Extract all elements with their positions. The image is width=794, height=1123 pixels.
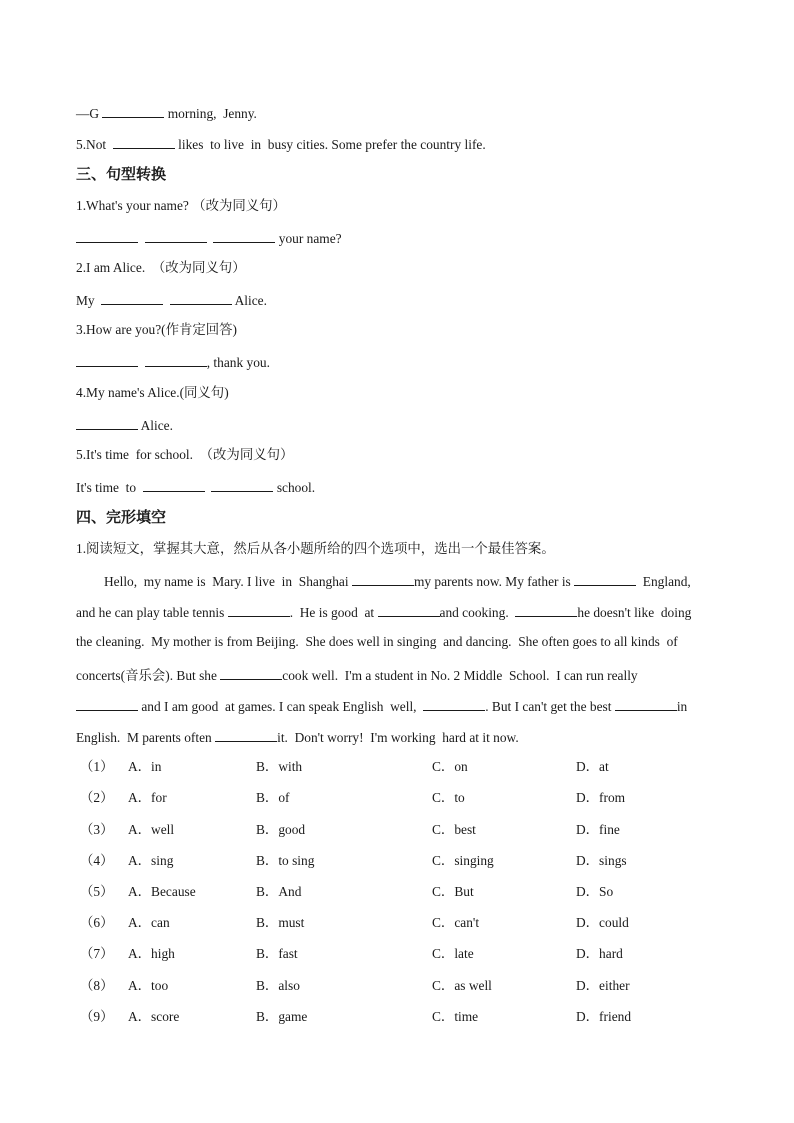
option-a[interactable]: A．high — [128, 946, 175, 961]
option-a[interactable]: A．too — [128, 978, 169, 993]
option-row-4: （4） A．sing B．to sing C．singing D．sings — [80, 853, 627, 868]
passage-line-2: and he can play table tennis . He is good at and cooking. he doesn't like doing — [76, 602, 691, 622]
option-b[interactable]: B．with — [256, 759, 303, 774]
blank[interactable] — [145, 228, 207, 243]
option-c[interactable]: C．time — [432, 1009, 479, 1024]
option-row-1: （1） A．in B．with C．on D．at — [80, 759, 609, 774]
s4-instruction: 1.阅读短文，掌握其大意，然后从各小题所给的四个选项中，选出一个最佳答案。 — [76, 541, 555, 556]
option-d[interactable]: D．could — [576, 915, 629, 930]
option-row-7: （7） A．high B．fast C．late D．hard — [80, 946, 623, 961]
section3-heading: 三、句型转换 — [76, 165, 167, 183]
option-row-5: （5） A．Because B．And C．But D．So — [80, 884, 614, 899]
option-b[interactable]: B．And — [256, 884, 302, 899]
option-a[interactable]: A．score — [128, 1009, 180, 1024]
option-b[interactable]: B．also — [256, 978, 300, 993]
option-b[interactable]: B．game — [256, 1009, 308, 1024]
s3-a1: your name? — [76, 228, 342, 248]
option-b[interactable]: B．to sing — [256, 853, 315, 868]
option-row-3: （3） A．well B．good C．best D．fine — [80, 822, 620, 837]
blank[interactable] — [76, 415, 138, 430]
s3-q4: 4.My name's Alice.(同义句) — [76, 385, 229, 400]
blank[interactable] — [170, 290, 232, 305]
blank-2[interactable] — [574, 571, 636, 586]
option-row-9: （9） A．score B．game C．time D．friend — [80, 1009, 632, 1024]
option-a[interactable]: A．well — [128, 822, 175, 837]
option-d[interactable]: D．hard — [576, 946, 623, 961]
option-b[interactable]: B．fast — [256, 946, 298, 961]
option-a[interactable]: A．can — [128, 915, 170, 930]
option-d[interactable]: D．fine — [576, 822, 620, 837]
option-d[interactable]: D．from — [576, 790, 626, 805]
blank-9[interactable] — [615, 696, 677, 711]
option-b[interactable]: B．good — [256, 822, 306, 837]
option-c[interactable]: C．on — [432, 759, 468, 774]
option-a[interactable]: A．in — [128, 759, 162, 774]
passage-line-3: the cleaning. My mother is from Beijing. She does well in singing and dancing. She often goes to all kinds of — [76, 634, 678, 649]
blank[interactable] — [143, 477, 205, 492]
blank[interactable] — [213, 228, 275, 243]
q5-line: 5.Not likes to live in busy cities. Some prefer the country life. — [76, 134, 486, 154]
option-d[interactable]: D．friend — [576, 1009, 632, 1024]
blank-4[interactable] — [378, 602, 440, 617]
option-d[interactable]: D．So — [576, 884, 614, 899]
blank[interactable] — [101, 290, 163, 305]
option-row-6: （6） A．can B．must C．can't D．could — [80, 915, 629, 930]
blank[interactable] — [145, 352, 207, 367]
option-c[interactable]: C．can't — [432, 915, 480, 930]
option-d[interactable]: D．at — [576, 759, 609, 774]
option-c[interactable]: C．best — [432, 822, 476, 837]
option-row-2: （2） A．for B．of C．to D．from — [80, 790, 626, 805]
s3-a5: It's time to school. — [76, 477, 315, 497]
option-a[interactable]: A．sing — [128, 853, 174, 868]
s3-a2: My Alice. — [76, 290, 267, 310]
passage-line-1: Hello, my name is Mary. I live in Shanghai my parents now. My father is England, — [104, 571, 691, 591]
blank-3[interactable] — [228, 602, 290, 617]
s3-q2: 2.I am Alice. （改为同义句） — [76, 260, 246, 275]
option-b[interactable]: B．of — [256, 790, 290, 805]
blank-1[interactable] — [352, 571, 414, 586]
option-d[interactable]: D．either — [576, 978, 630, 993]
passage-line-6: English. M parents often it. Don't worry! I'm working hard at it now. — [76, 727, 519, 747]
blank-8[interactable] — [423, 696, 485, 711]
s3-a4: Alice. — [76, 415, 173, 435]
option-c[interactable]: C．to — [432, 790, 465, 805]
blank-10[interactable] — [215, 727, 277, 742]
option-c[interactable]: C．singing — [432, 853, 494, 868]
option-a[interactable]: A．for — [128, 790, 167, 805]
s3-q3: 3.How are you?(作肯定回答) — [76, 322, 238, 337]
blank[interactable] — [76, 228, 138, 243]
passage-line-5: and I am good at games. I can speak English well, . But I can't get the best in — [76, 696, 687, 716]
s3-q1: 1.What's your name? （改为同义句） — [76, 198, 286, 213]
blank-6[interactable] — [220, 665, 282, 680]
option-b[interactable]: B．must — [256, 915, 305, 930]
option-row-8: （8） A．too B．also C．as well D．either — [80, 978, 630, 993]
option-c[interactable]: C．late — [432, 946, 474, 961]
option-c[interactable]: C．as well — [432, 978, 492, 993]
blank[interactable] — [76, 352, 138, 367]
blank[interactable] — [113, 134, 175, 149]
blank-5[interactable] — [515, 602, 577, 617]
q4-reply-line: —G morning, Jenny. — [76, 103, 257, 123]
passage-line-4: concerts(音乐会). But she cook well. I'm a student in No. 2 Middle School. I can run really — [76, 665, 638, 685]
option-d[interactable]: D．sings — [576, 853, 627, 868]
blank[interactable] — [211, 477, 273, 492]
s3-a3: , thank you. — [76, 352, 270, 372]
option-a[interactable]: A．Because — [128, 884, 196, 899]
blank-7[interactable] — [76, 696, 138, 711]
section4-heading: 四、完形填空 — [76, 508, 167, 526]
s3-q5: 5.It's time for school. （改为同义句） — [76, 447, 294, 462]
blank[interactable] — [102, 103, 164, 118]
option-c[interactable]: C．But — [432, 884, 474, 899]
